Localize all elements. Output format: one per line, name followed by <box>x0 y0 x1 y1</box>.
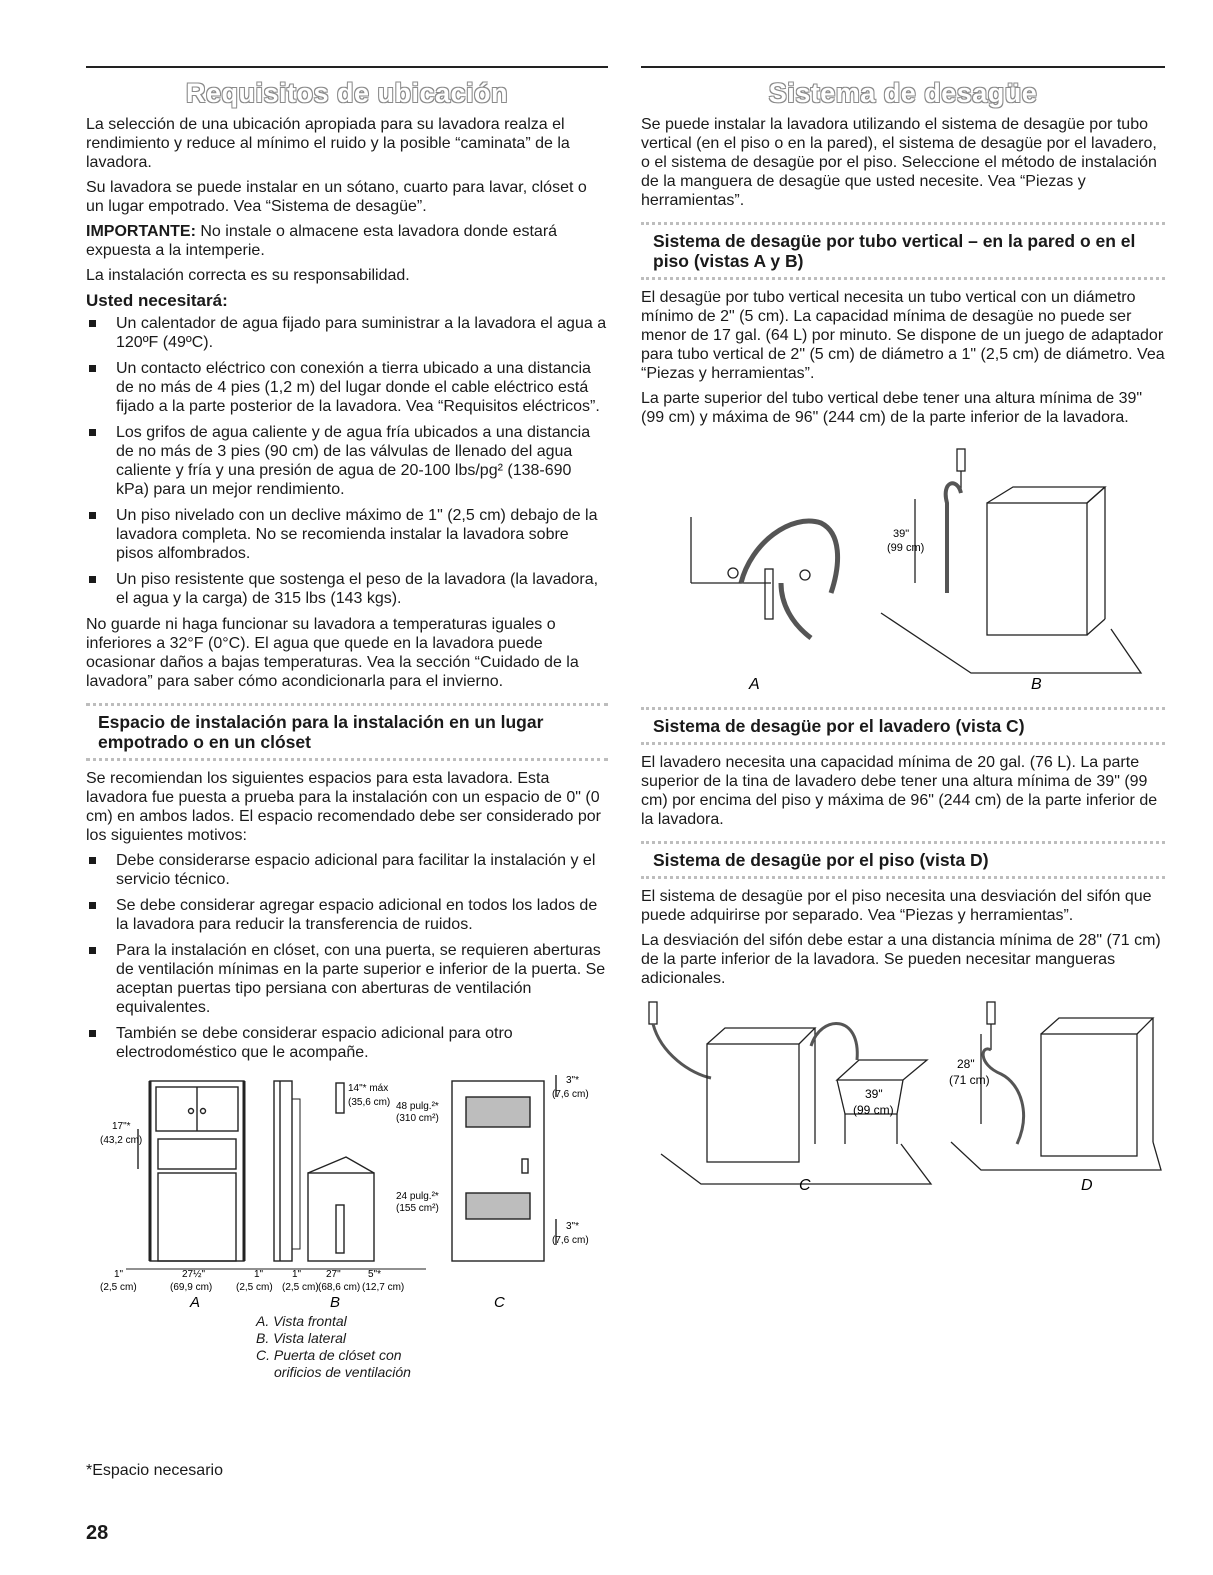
list-item: Para la instalación en clóset, con una puerta, se requieren aberturas de ventilación mínimas en la parte superior e inferior de la puerta. Se aceptan puertas tipo persiana con aberturas de ventilación equivalentes. <box>86 941 608 1017</box>
standpipe-heading-text: Sistema de desagüe por tubo vertical – en la pared o en el piso (vistas A y B) <box>653 231 1136 271</box>
list-item: Los grifos de agua caliente y de agua fría ubicados a una distancia de no más de 3 pies (90 cm) de las válvulas de llenado del agua caliente y fría y una presión de agua de 20-100 lbs/pg² (138-690 kPa) para un mejor rendimiento. <box>86 423 608 499</box>
dim-bottom-27: 27" <box>326 1269 341 1280</box>
cold-warning: No guarde ni haga funcionar su lavadora a temperaturas iguales o inferiores a 32°F (0°C). El agua que quede en la lavadora puede ocasionar daños a bajas temperaturas. Vea la sección “Cuidado de la lavadora” para saber cómo acondicionarla para el invierno. <box>86 616 579 690</box>
figure-legend <box>256 1313 608 1381</box>
floor-drain-paragraph-1: El sistema de desagüe por el piso necesita una desviación del sifón que puede adquirirse por separado. Vea “Piezas y herramientas”. <box>641 888 1152 924</box>
responsibility-text: La instalación correcta es su responsabilidad. <box>86 267 410 284</box>
floor-drain-heading-text: Sistema de desagüe por el piso (vista D) <box>653 850 989 870</box>
dim-17-cm: (43,2 cm) <box>100 1135 143 1146</box>
important-label: IMPORTANTE: <box>86 223 196 240</box>
laundry-tub-paragraph: El lavadero necesita una capacidad mínima de 20 gal. (76 L). La parte superior de la tina de lavadero debe tener una altura mínima de 39" (99 cm) por encima del piso y máxima de 96" (244 cm) de la parte inferior de la lavadora. <box>641 754 1158 828</box>
laundry-tub-heading-text: Sistema de desagüe por el lavadero (vista C) <box>653 716 1025 736</box>
fig2-dim-28-cm: (71 cm) <box>949 1073 990 1087</box>
space-intro: Se recomiendan los siguientes espacios para esta lavadora. Esta lavadora fue puesta a prueba para la instalación con un espacio de 0" (0 cm) en ambos lados. El espacio recomendado debe ser considerado por los siguientes motivos: <box>86 770 601 844</box>
legend-item: orificios de ventilación <box>274 1364 411 1380</box>
front-view-drawing <box>138 1081 244 1261</box>
fig-letter-a: A <box>190 1294 201 1309</box>
standpipe-diagram <box>641 433 1165 695</box>
dim-48-cm: (310 cm²) <box>396 1113 439 1124</box>
dim-bottom-5: 5"* <box>368 1269 382 1280</box>
need-heading: Usted necesitará: <box>86 291 228 310</box>
dim-3-bottom: 3"* <box>566 1221 580 1232</box>
fig-letter-c: C <box>494 1294 505 1309</box>
intro-paragraph-2: Su lavadora se puede instalar en un sótano, cuarto para lavar, clóset o un lugar empotrado. Vea “Sistema de desagüe”. <box>86 179 587 215</box>
dim-bottom-1b: 1" <box>254 1269 264 1280</box>
section-rule <box>641 66 1165 68</box>
need-list <box>86 314 608 608</box>
fig2-dim-39: 39" <box>865 1087 883 1101</box>
list-item: También se debe considerar espacio adicional para otro electrodoméstico que le acompañe. <box>86 1024 608 1062</box>
dim-bottom-1c-cm: (2,5 cm) <box>282 1282 319 1293</box>
fig2-dim-39-cm: (99 cm) <box>853 1103 894 1117</box>
section-rule <box>86 66 608 68</box>
side-view-drawing <box>274 1081 374 1261</box>
space-list <box>86 851 608 1062</box>
list-item: Un calentador de agua fijado para suministrar a la lavadora el agua a 120ºF (49ºC). <box>86 314 608 352</box>
fig2-letter-c: C <box>799 1177 811 1194</box>
floor-standpipe-drawing <box>881 449 1141 673</box>
clearance-diagram <box>86 1069 608 1309</box>
dim-14: 14"* máx <box>348 1083 389 1094</box>
fig1-dim-39: 39" <box>893 528 910 540</box>
floor-drain-paragraph-2: La desviación del sifón debe estar a una distancia mínima de 28" (71 cm) de la parte inferior de la lavadora. Se pueden necesitar mangueras adicionales. <box>641 932 1161 987</box>
dim-bottom-27-cm: (68,6 cm) <box>318 1282 361 1293</box>
fig2-letter-d: D <box>1081 1177 1093 1194</box>
space-heading-text: Espacio de instalación para la instalación en un lugar empotrado o en un clóset <box>98 712 544 752</box>
dim-bottom-27half: 27½" <box>182 1269 206 1280</box>
dim-bottom-1b-cm: (2,5 cm) <box>236 1282 273 1293</box>
dim-bottom-1: 1" <box>114 1269 124 1280</box>
dim-bottom-1c: 1" <box>292 1269 302 1280</box>
dim-24: 24 pulg.²* <box>396 1191 439 1202</box>
closet-door-drawing <box>452 1075 556 1261</box>
location-requirements-title: Requisitos de ubicación <box>185 78 509 108</box>
standpipe-subheading <box>641 222 1165 280</box>
important-text: No instale o almacene esta lavadora donde estará expuesta a la intemperie. <box>86 223 558 259</box>
list-item: Se debe considerar agregar espacio adicional en todos los lados de la lavadora para reducir la transferencia de ruidos. <box>86 896 608 934</box>
important-note <box>86 222 608 260</box>
dim-14-cm: (35,6 cm) <box>348 1097 391 1108</box>
dim-17: 17"* <box>112 1121 131 1132</box>
laundry-tub-subheading <box>641 707 1165 745</box>
list-item: Debe considerarse espacio adicional para facilitar la instalación y el servicio técnico. <box>86 851 608 889</box>
intro-paragraph-1: La selección de una ubicación apropiada para su lavadora realza el rendimiento y reduce al mínimo el ruido y la posible “caminata” de la lavadora. <box>86 116 570 171</box>
dim-bottom-1-cm: (2,5 cm) <box>100 1282 137 1293</box>
legend-item: C. Puerta de clóset con <box>256 1347 402 1363</box>
tub-floor-diagram <box>641 994 1165 1194</box>
tub-floor-figure <box>641 994 1165 1194</box>
dim-3-bottom-cm: (7,6 cm) <box>552 1235 589 1246</box>
fig1-dim-39-cm: (99 cm) <box>887 542 925 554</box>
list-item: Un piso resistente que sostenga el peso de la lavadora (la lavadora, el agua y la carga) de 315 lbs (143 kgs). <box>86 570 608 608</box>
dim-bottom-5-cm: (12,7 cm) <box>362 1282 405 1293</box>
clearance-figure <box>86 1069 608 1309</box>
legend-item: B. Vista lateral <box>256 1330 347 1346</box>
footnote: *Espacio necesario <box>86 1462 223 1479</box>
fig1-letter-b: B <box>1031 676 1042 693</box>
page-number: 28 <box>86 1522 109 1544</box>
floor-drain-subheading <box>641 841 1165 879</box>
drain-system-title: Sistema de desagüe <box>768 78 1038 108</box>
dim-48: 48 pulg.²* <box>396 1101 439 1112</box>
list-item: Un piso nivelado con un declive máximo de 1" (2,5 cm) debajo de la lavadora completa. No se recomienda instalar la lavadora sobre pisos alfombrados. <box>86 506 608 563</box>
standpipe-paragraph-1: El desagüe por tubo vertical necesita un tubo vertical con un diámetro mínimo de 2" (5 cm). La capacidad mínima de desagüe no puede ser menor de 17 gal. (64 L) por minuto. Se dispone de un juego de adaptador para tubo vertical de 2" (5 cm) de diámetro a 1" (2,5 cm) de diámetro. Vea “Piezas y herramientas”. <box>641 289 1165 382</box>
space-subheading <box>86 703 608 761</box>
standpipe-figure <box>641 433 1165 695</box>
drain-intro: Se puede instalar la lavadora utilizando el sistema de desagüe por tubo vertical (en el piso o en la pared), el sistema de desagüe por el lavadero, o el sistema de desagüe por el piso. Seleccione el método de instalación de la manguera de desagüe que usted necesite. Vea “Piezas y herramientas”. <box>641 116 1157 209</box>
dim-24-cm: (155 cm²) <box>396 1203 439 1214</box>
dim-bottom-27half-cm: (69,9 cm) <box>170 1282 213 1293</box>
dim-3-top-cm: (7,6 cm) <box>552 1089 589 1100</box>
list-item: Un contacto eléctrico con conexión a tierra ubicado a una distancia de no más de 4 pies (1,2 m) del lugar donde el cable eléctrico está fijado a la parte posterior de la lavadora. Vea “Requisitos eléctricos”. <box>86 359 608 416</box>
right-column <box>641 66 1165 1194</box>
fig1-letter-a: A <box>749 676 760 693</box>
standpipe-paragraph-2: La parte superior del tubo vertical debe tener una altura mínima de 39" (99 cm) y máxima de 96" (244 cm) de la parte inferior de la lavadora. <box>641 390 1143 426</box>
fig2-dim-28: 28" <box>957 1057 975 1071</box>
wall-standpipe-drawing <box>691 517 838 638</box>
fig-letter-b: B <box>330 1294 341 1309</box>
dim-3-top: 3"* <box>566 1075 580 1086</box>
legend-item: A. Vista frontal <box>256 1313 347 1329</box>
left-column <box>86 66 608 1381</box>
laundry-tub-drawing <box>649 1002 931 1184</box>
